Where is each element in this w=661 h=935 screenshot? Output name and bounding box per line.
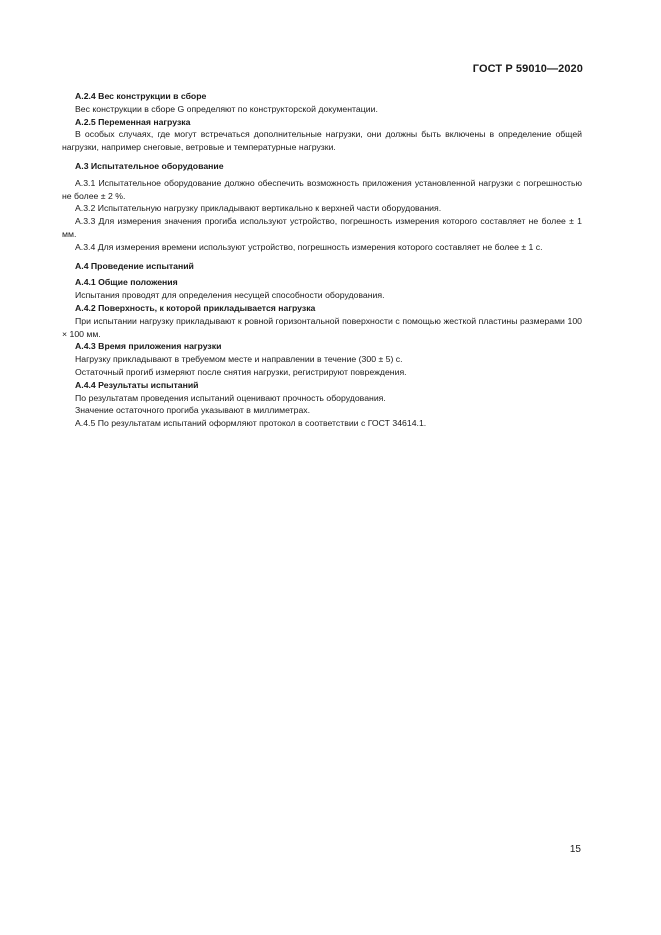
section-a-4-2-text: При испытании нагрузку прикладывают к ровной горизонтальной поверхности с помощью жесткой пластины размерами 100 × 100 мм. [62,315,582,339]
section-a-4-heading: А.4 Проведение испытаний [75,260,194,271]
document-code: ГОСТ Р 59010—2020 [472,63,583,75]
section-a-3-2-text: А.3.2 Испытательную нагрузку прикладывают вертикально к верхней части оборудования. [75,203,442,214]
page-number: 15 [569,844,581,855]
section-a-2-5-text: В особых случаях, где могут встречаться дополнительные нагрузки, они должны быть включены в определение общей нагрузки, например снеговые, ветровые и температурные нагрузки. [62,129,582,153]
section-a-4-3-text-2: Остаточный прогиб измеряют после снятия нагрузки, регистрируют повреждения. [75,366,407,377]
section-a-4-3-heading: А.4.3 Время приложения нагрузки [75,341,222,352]
section-a-4-3-text-1: Нагрузку прикладывают в требуемом месте и направлении в течение (300 ± 5) с. [75,354,403,365]
section-a-4-4-text-1: По результатам проведения испытаний оценивают прочность оборудования. [75,392,386,403]
section-a-4-5-text: А.4.5 По результатам испытаний оформляют протокол в соответствии с ГОСТ 34614.1. [75,418,427,429]
section-a-4-1-heading: А.4.1 Общие положения [75,277,178,288]
section-a-2-4-heading: А.2.4 Вес конструкции в сборе [75,91,207,101]
section-a-2-5-heading: А.2.5 Переменная нагрузка [75,116,191,127]
section-a-3-1-text: А.3.1 Испытательное оборудование должно обеспечить возможность приложения установленной нагрузки с погрешностью не более ± 2 %. [62,177,582,201]
document-body [62,90,582,430]
section-a-3-4-text: А.3.4 Для измерения времени используют устройство, погрешность измерения которого составляет не более ± 1 с. [75,241,543,252]
section-a-3-3-text: А.3.3 Для измерения значения прогиба используют устройство, погрешность измерения которого составляет не более ± 1 мм. [62,216,582,239]
section-a-4-2-heading: А.4.2 Поверхность, к которой прикладывается нагрузка [75,302,316,313]
section-a-3-heading: А.3 Испытательное оборудование [75,160,224,171]
section-a-4-1-text: Испытания проводят для определения несущей способности оборудования. [75,290,385,301]
section-a-4-4-text-2: Значение остаточного прогиба указывают в миллиметрах. [75,405,311,416]
section-a-4-4-heading: А.4.4 Результаты испытаний [75,379,199,390]
section-a-2-4-text: Вес конструкции в сборе G определяют по конструкторской документации. [75,103,378,114]
